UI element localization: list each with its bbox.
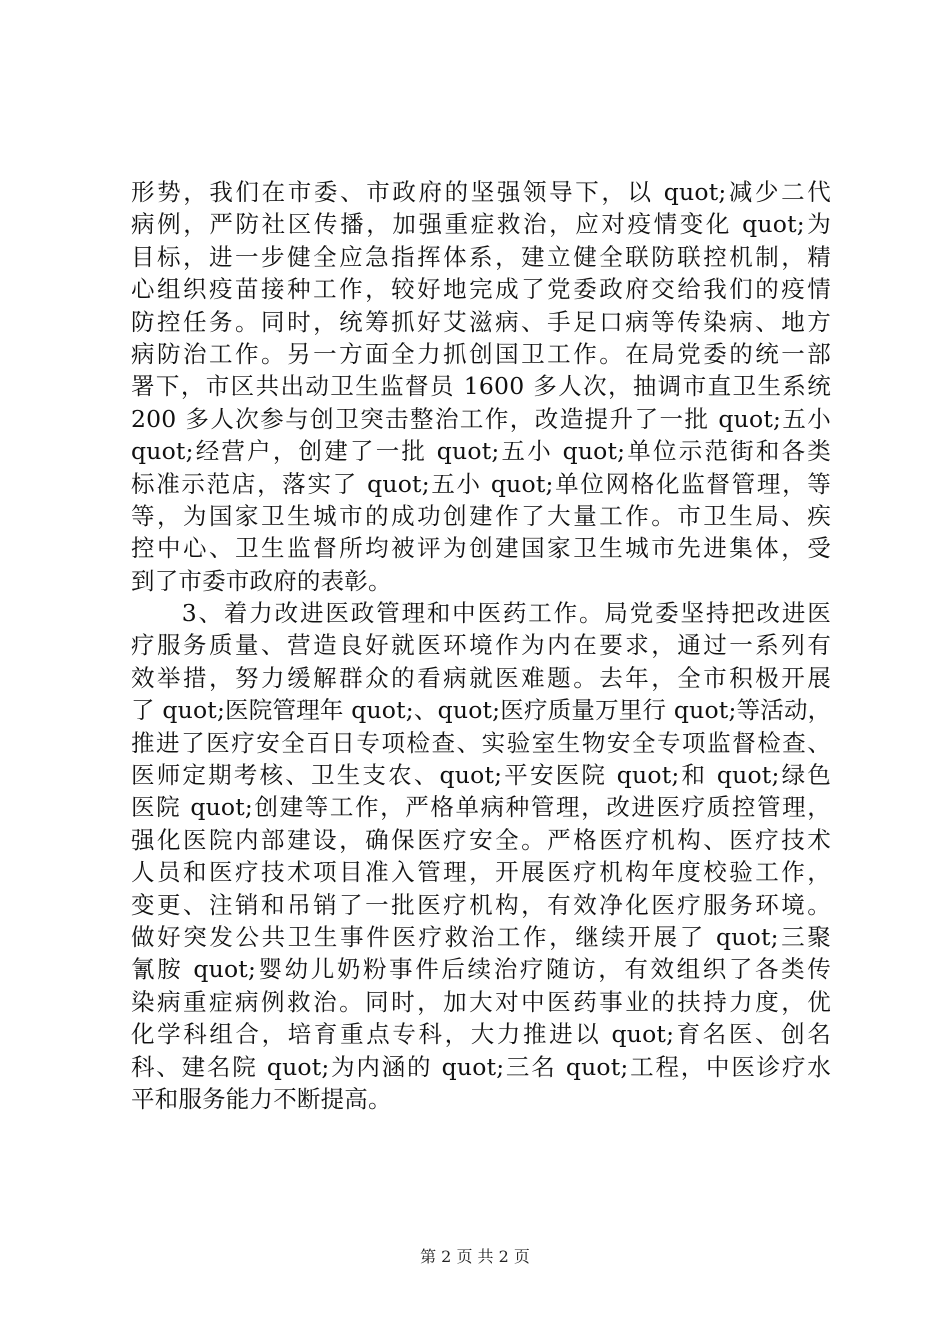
text-line: 人员和医疗技术项目准入管理，开展医疗机构年度校验工作，: [131, 858, 831, 887]
text-line: 化学科组合，培育重点专科，大力推进以 quot;育名医、创名: [131, 1020, 831, 1049]
text-line: 到了市委市政府的表彰。: [131, 566, 392, 595]
text-line: 做好突发公共卫生事件医疗救治工作，继续开展了 quot;三聚: [131, 922, 831, 951]
page-footer: 第 2 页 共 2 页: [420, 1247, 530, 1266]
text-line: 防控任务。同时，统筹抓好艾滋病、手足口病等传染病、地方: [131, 307, 831, 336]
text-line: 强化医院内部建设，确保医疗安全。严格医疗机构、医疗技术: [131, 825, 831, 854]
text-line: 疗服务质量、营造良好就医环境作为内在要求，通过一系列有: [131, 631, 831, 660]
text-line: quot;经营户，创建了一批 quot;五小 quot;单位示范街和各类: [131, 437, 831, 466]
text-line: 推进了医疗安全百日专项检查、实验室生物安全专项监督检查、: [131, 728, 831, 757]
text-line: 了 quot;医院管理年 quot;、quot;医疗质量万里行 quot;等活动，: [131, 696, 832, 725]
text-line: 署下，市区共出动卫生监督员 1600 多人次，抽调市直卫生系统: [131, 372, 831, 401]
text-line: 心组织疫苗接种工作，较好地完成了党委政府交给我们的疫情: [131, 275, 831, 304]
text-line: 科、建名院 quot;为内涵的 quot;三名 quot;工程，中医诊疗水: [131, 1052, 831, 1081]
text-line: 平和服务能力不断提高。: [131, 1084, 392, 1113]
text-line: 200 多人次参与创卫突击整治工作，改造提升了一批 quot;五小: [131, 404, 831, 433]
document-body: [131, 176, 831, 1115]
text-line: 病例，严防社区传播，加强重症救治，应对疫情变化 quot;为: [131, 210, 831, 239]
text-line: 医师定期考核、卫生支农、quot;平安医院 quot;和 quot;绿色: [131, 761, 831, 790]
text-line: 3、着力改进医政管理和中医药工作。局党委坚持把改进医: [131, 599, 831, 628]
text-line: 目标，进一步健全应急指挥体系，建立健全联防联控机制，精: [131, 242, 831, 271]
text-line: 医院 quot;创建等工作，严格单病种管理，改进医疗质控管理，: [131, 793, 831, 822]
text-line: 等，为国家卫生城市的成功创建作了大量工作。市卫生局、疾: [131, 501, 831, 530]
text-line: 氰胺 quot;婴幼儿奶粉事件后续治疗随访，有效组织了各类传: [131, 955, 831, 984]
text-line: 病防治工作。另一方面全力抓创国卫工作。在局党委的统一部: [131, 339, 831, 368]
text-line: 控中心、卫生监督所均被评为创建国家卫生城市先进集体，受: [131, 534, 831, 563]
text-line: 变更、注销和吊销了一批医疗机构，有效净化医疗服务环境。: [131, 890, 831, 919]
text-line: 效举措，努力缓解群众的看病就医难题。去年，全市积极开展: [131, 663, 831, 692]
text-line: 染病重症病例救治。同时，加大对中医药事业的扶持力度，优: [131, 987, 831, 1016]
text-line: 形势，我们在市委、市政府的坚强领导下，以 quot;减少二代: [131, 178, 831, 206]
text-line: 标准示范店，落实了 quot;五小 quot;单位网格化监督管理，等: [131, 469, 831, 498]
